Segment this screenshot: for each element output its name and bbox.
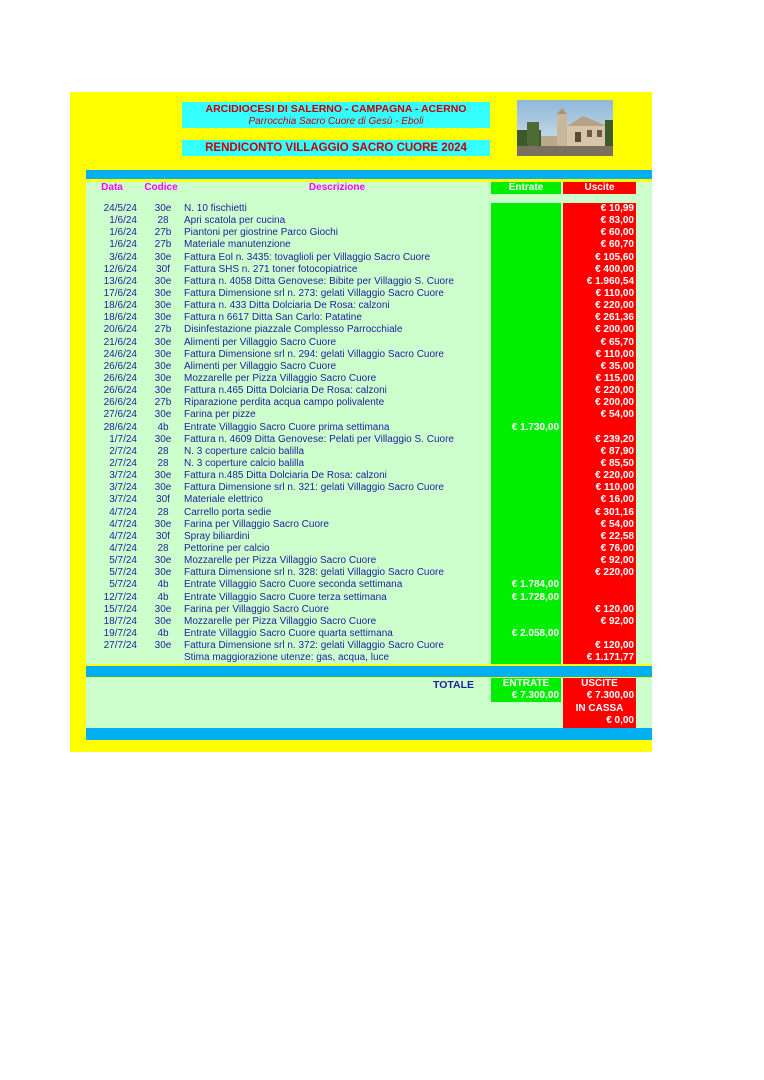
- cell-codice: 30e: [154, 482, 172, 494]
- cell-data: 4/7/24: [109, 530, 137, 542]
- cell-uscite: € 54,00: [563, 409, 636, 421]
- cell-entrate: [491, 361, 561, 373]
- cell-data: 1/6/24: [109, 215, 137, 227]
- uscite-total-box: [563, 678, 636, 728]
- separator-band-top: [86, 170, 652, 179]
- cell-uscite: € 60,70: [563, 239, 636, 251]
- cell-descrizione: Mozzarelle per Pizza Villaggio Sacro Cuore: [184, 615, 377, 627]
- cell-descrizione: Mozzarelle per Pizza Villaggio Sacro Cuore: [184, 555, 377, 567]
- cell-codice: 30f: [156, 494, 170, 506]
- cell-descrizione: Materiale manutenzione: [184, 239, 291, 251]
- table-row: [86, 324, 652, 336]
- cell-entrate: [491, 543, 561, 555]
- cell-descrizione: N. 3 coperture calcio balilla: [184, 445, 305, 457]
- cell-uscite: € 200,00: [563, 397, 636, 409]
- cell-data: 27/7/24: [103, 640, 137, 652]
- table-row: [86, 482, 652, 494]
- cell-descrizione: Fattura Dimensione srl n. 372: gelati Villaggio Sacro Cuore: [184, 640, 444, 652]
- table-row: [86, 519, 652, 531]
- cell-uscite: € 76,00: [563, 543, 636, 555]
- diocese-name: ARCIDIOCESI DI SALERNO - CAMPAGNA - ACERNO: [205, 103, 467, 115]
- header-data: Data: [101, 182, 123, 193]
- cell-codice: 30e: [154, 360, 172, 372]
- uscite-total-label: USCITE: [581, 678, 618, 689]
- cell-entrate: [491, 276, 561, 288]
- cell-descrizione: Fattura SHS n. 271 toner fotocopiatrice: [184, 263, 358, 275]
- column-header-row: [86, 182, 652, 194]
- table-row: [86, 592, 652, 604]
- transactions-table: [86, 194, 652, 664]
- cell-uscite: € 10,99: [563, 203, 636, 215]
- separator-band-bottom: [86, 728, 652, 740]
- cell-codice: 30e: [154, 615, 172, 627]
- cell-data: 5/7/24: [109, 579, 137, 591]
- cell-entrate: € 1.728,00: [491, 592, 561, 604]
- cell-codice: 30e: [154, 603, 172, 615]
- cell-descrizione: Riparazione perdita acqua campo polivalente: [184, 397, 385, 409]
- entrate-total-box: [491, 678, 561, 702]
- table-row: [86, 409, 652, 421]
- header-box: [182, 102, 490, 128]
- cell-codice: 30e: [154, 336, 172, 348]
- cell-entrate: [491, 227, 561, 239]
- table-row: [86, 276, 652, 288]
- cell-uscite: € 85,50: [563, 458, 636, 470]
- table-row: [86, 300, 652, 312]
- cell-descrizione: N. 10 fischietti: [184, 203, 247, 214]
- cell-entrate: [491, 324, 561, 336]
- cell-codice: 28: [157, 506, 169, 518]
- cell-entrate: [491, 519, 561, 531]
- cell-uscite: € 87,90: [563, 446, 636, 458]
- cell-descrizione: Farina per Villaggio Sacro Cuore: [184, 603, 329, 615]
- cell-uscite: € 110,00: [563, 482, 636, 494]
- cell-entrate: [491, 349, 561, 361]
- cell-codice: 30e: [154, 372, 172, 384]
- cell-codice: 30e: [154, 433, 172, 445]
- table-row: [86, 361, 652, 373]
- cell-entrate: [491, 337, 561, 349]
- cell-data: 3/6/24: [109, 251, 137, 263]
- cell-uscite: € 220,00: [563, 300, 636, 312]
- cell-data: 21/6/24: [103, 336, 137, 348]
- cell-data: 15/7/24: [103, 603, 137, 615]
- cell-descrizione: Alimenti per Villaggio Sacro Cuore: [184, 336, 337, 348]
- cell-data: 1/7/24: [109, 433, 137, 445]
- cell-entrate: [491, 203, 561, 215]
- entrate-total-label: ENTRATE: [502, 678, 550, 689]
- cell-uscite: € 220,00: [563, 470, 636, 482]
- cell-descrizione: Farina per Villaggio Sacro Cuore: [184, 518, 329, 530]
- cell-entrate: € 1.730,00: [491, 422, 561, 434]
- cell-codice: 27b: [154, 239, 172, 251]
- cell-entrate: [491, 300, 561, 312]
- cell-entrate: [491, 652, 561, 664]
- cell-codice: 30e: [154, 409, 172, 421]
- cell-entrate: [491, 397, 561, 409]
- cell-codice: 30e: [154, 567, 172, 579]
- table-row: [86, 616, 652, 628]
- cell-codice: 30e: [154, 470, 172, 482]
- cell-entrate: [491, 434, 561, 446]
- cell-uscite: [563, 628, 636, 640]
- header-uscite: Uscite: [563, 182, 636, 194]
- cell-descrizione: Apri scatola per cucina: [184, 215, 286, 227]
- cell-descrizione: Mozzarelle per Pizza Villaggio Sacro Cuore: [184, 372, 377, 384]
- cell-uscite: [563, 422, 636, 434]
- cell-uscite: € 120,00: [563, 604, 636, 616]
- in-cassa-value: € 0,00: [606, 715, 634, 726]
- cell-entrate: [491, 616, 561, 628]
- parish-name: Parrocchia Sacro Cuore di Gesù - Eboli: [248, 116, 424, 127]
- cell-uscite: € 22,58: [563, 531, 636, 543]
- table-row: [86, 385, 652, 397]
- cell-data: 3/7/24: [109, 494, 137, 506]
- cell-entrate: [491, 604, 561, 616]
- cell-descrizione: Carrello porta sedie: [184, 506, 272, 518]
- totals-section: [86, 678, 652, 728]
- cell-data: 5/7/24: [109, 555, 137, 567]
- cell-descrizione: Fattura Eol n. 3435: tovaglioli per Villaggio Sacro Cuore: [184, 251, 431, 263]
- cell-entrate: [491, 640, 561, 652]
- cell-uscite: € 110,00: [563, 288, 636, 300]
- cell-uscite: € 1.960,54: [563, 276, 636, 288]
- cell-data: 12/6/24: [103, 263, 137, 275]
- table-row: [86, 227, 652, 239]
- cell-data: 5/7/24: [109, 567, 137, 579]
- cell-entrate: [491, 567, 561, 579]
- cell-entrate: [491, 482, 561, 494]
- cell-entrate: [491, 555, 561, 567]
- cell-uscite: € 200,00: [563, 324, 636, 336]
- cell-descrizione: Entrate Villaggio Sacro Cuore quarta settimana: [184, 627, 393, 639]
- cell-uscite: € 105,60: [563, 252, 636, 264]
- cell-codice: 28: [157, 542, 169, 554]
- cell-data: 18/7/24: [103, 615, 137, 627]
- cell-descrizione: Piantoni per giostrine Parco Giochi: [184, 227, 338, 239]
- cell-uscite: € 92,00: [563, 616, 636, 628]
- table-row: [86, 494, 652, 506]
- header-descrizione: Descrizione: [308, 182, 366, 193]
- cell-data: 18/6/24: [103, 300, 137, 312]
- cell-uscite: € 83,00: [563, 215, 636, 227]
- cell-uscite: € 301,16: [563, 507, 636, 519]
- cell-data: 4/7/24: [109, 518, 137, 530]
- cell-codice: 28: [157, 457, 169, 469]
- table-row: [86, 337, 652, 349]
- cell-entrate: [491, 385, 561, 397]
- table-row: [86, 628, 652, 640]
- cell-uscite: € 65,70: [563, 337, 636, 349]
- cell-codice: [143, 652, 183, 664]
- cell-descrizione: Stima maggiorazione utenze: gas, acqua, luce: [184, 652, 390, 664]
- table-row: [86, 555, 652, 567]
- cell-data: 24/6/24: [103, 348, 137, 360]
- cell-uscite: € 120,00: [563, 640, 636, 652]
- table-row: [86, 288, 652, 300]
- header-codice: Codice: [144, 182, 178, 193]
- cell-uscite: € 16,00: [563, 494, 636, 506]
- cell-uscite: € 1.171,77: [563, 652, 636, 664]
- cell-codice: 28: [157, 445, 169, 457]
- cell-data: 18/6/24: [103, 312, 137, 324]
- cell-data: 24/5/24: [103, 203, 137, 214]
- cell-descrizione: Fattura Dimensione srl n. 294: gelati Villaggio Sacro Cuore: [184, 348, 444, 360]
- cell-descrizione: Entrate Villaggio Sacro Cuore terza settimana: [184, 591, 387, 603]
- church-photo: [517, 100, 613, 156]
- report-title: RENDICONTO VILLAGGIO SACRO CUORE 2024: [182, 140, 490, 156]
- cell-entrate: € 2.058,00: [491, 628, 561, 640]
- cell-codice: 30e: [154, 287, 172, 299]
- cell-data: 12/7/24: [103, 591, 137, 603]
- cell-uscite: € 92,00: [563, 555, 636, 567]
- cell-uscite: € 400,00: [563, 264, 636, 276]
- cell-entrate: [491, 215, 561, 227]
- cell-codice: 4b: [157, 627, 169, 639]
- cell-uscite: € 239,20: [563, 434, 636, 446]
- cell-uscite: € 261,36: [563, 312, 636, 324]
- cell-data: [86, 652, 137, 664]
- table-row: [86, 312, 652, 324]
- cell-codice: 30f: [156, 530, 170, 542]
- cell-codice: 30f: [156, 263, 170, 275]
- cell-descrizione: Materiale elettrico: [184, 494, 263, 506]
- cell-uscite: € 220,00: [563, 567, 636, 579]
- cell-entrate: [491, 264, 561, 276]
- cell-codice: 27b: [154, 227, 172, 239]
- cell-descrizione: Entrate Villaggio Sacro Cuore prima settimana: [184, 421, 390, 433]
- cell-data: 17/6/24: [103, 287, 137, 299]
- cell-codice: 30e: [154, 555, 172, 567]
- cell-data: 26/6/24: [103, 360, 137, 372]
- cell-codice: 27b: [154, 397, 172, 409]
- cell-descrizione: Disinfestazione piazzale Complesso Parrocchiale: [184, 324, 403, 336]
- table-row: [86, 507, 652, 519]
- cell-data: 19/7/24: [103, 627, 137, 639]
- cell-uscite: [563, 592, 636, 604]
- cell-descrizione: Fattura n.465 Ditta Dolciaria De Rosa: calzoni: [184, 385, 387, 397]
- cell-entrate: [491, 494, 561, 506]
- cell-codice: 28: [157, 215, 169, 227]
- separator-band-mid: [86, 666, 652, 677]
- cell-uscite: € 35,00: [563, 361, 636, 373]
- cell-data: 20/6/24: [103, 324, 137, 336]
- table-row: [86, 640, 652, 652]
- cell-data: 3/7/24: [109, 470, 137, 482]
- cell-data: 1/6/24: [109, 227, 137, 239]
- cell-uscite: € 60,00: [563, 227, 636, 239]
- cell-entrate: [491, 446, 561, 458]
- cell-codice: 30e: [154, 312, 172, 324]
- cell-codice: 30e: [154, 300, 172, 312]
- cell-data: 2/7/24: [109, 445, 137, 457]
- table-row: [86, 446, 652, 458]
- cell-descrizione: Fattura Dimensione srl n. 273: gelati Villaggio Sacro Cuore: [184, 287, 444, 299]
- table-row: [86, 434, 652, 446]
- cell-descrizione: N. 3 coperture calcio balilla: [184, 457, 305, 469]
- cell-codice: 30e: [154, 640, 172, 652]
- table-row: [86, 422, 652, 434]
- table-row: [86, 239, 652, 251]
- cell-uscite: € 220,00: [563, 385, 636, 397]
- cell-codice: 30e: [154, 518, 172, 530]
- table-row: [86, 264, 652, 276]
- cell-descrizione: Fattura n. 433 Ditta Dolciaria De Rosa: calzoni: [184, 300, 390, 312]
- table-row: [86, 543, 652, 555]
- cell-entrate: [491, 531, 561, 543]
- report-sheet: [70, 92, 652, 752]
- cell-codice: 30e: [154, 385, 172, 397]
- cell-data: 4/7/24: [109, 542, 137, 554]
- table-row: [86, 579, 652, 591]
- table-row: [86, 652, 652, 664]
- cell-codice: 4b: [157, 591, 169, 603]
- cell-descrizione: Fattura n.485 Ditta Dolciaria De Rosa: calzoni: [184, 470, 387, 482]
- table-row: [86, 215, 652, 227]
- cell-entrate: [491, 507, 561, 519]
- cell-descrizione: Fattura n. 4058 Ditta Genovese: Bibite per Villaggio S. Cuore: [184, 275, 454, 287]
- cell-codice: 30e: [154, 348, 172, 360]
- table-row: [86, 604, 652, 616]
- cell-data: 26/6/24: [103, 372, 137, 384]
- cell-entrate: [491, 458, 561, 470]
- table-body: [86, 203, 652, 664]
- cell-codice: 30e: [154, 275, 172, 287]
- cell-data: 26/6/24: [103, 397, 137, 409]
- cell-data: 13/6/24: [103, 275, 137, 287]
- cell-descrizione: Fattura Dimensione srl n. 321: gelati Villaggio Sacro Cuore: [184, 482, 444, 494]
- table-row: [86, 567, 652, 579]
- cell-descrizione: Fattura n. 4609 Ditta Genovese: Pelati per Villaggio S. Cuore: [184, 433, 454, 445]
- cell-descrizione: Alimenti per Villaggio Sacro Cuore: [184, 360, 337, 372]
- cell-codice: 27b: [154, 324, 172, 336]
- in-cassa-label: IN CASSA: [575, 703, 624, 714]
- table-row: [86, 531, 652, 543]
- entrate-total-value: € 7.300,00: [511, 690, 559, 701]
- cell-descrizione: Fattura Dimensione srl n. 328: gelati Villaggio Sacro Cuore: [184, 567, 444, 579]
- cell-descrizione: Farina per pizze: [184, 409, 256, 421]
- cell-entrate: [491, 409, 561, 421]
- table-row: [86, 470, 652, 482]
- table-row: [86, 373, 652, 385]
- cell-data: 28/6/24: [103, 421, 137, 433]
- uscite-total-value: € 7.300,00: [586, 690, 634, 701]
- cell-codice: 4b: [157, 579, 169, 591]
- cell-uscite: € 110,00: [563, 349, 636, 361]
- cell-entrate: [491, 312, 561, 324]
- header-entrate: Entrate: [491, 182, 561, 194]
- table-row: [86, 203, 652, 215]
- table-row: [86, 349, 652, 361]
- cell-uscite: € 54,00: [563, 519, 636, 531]
- cell-data: 2/7/24: [109, 457, 137, 469]
- table-row: [86, 458, 652, 470]
- cell-codice: 4b: [157, 421, 169, 433]
- cell-data: 3/7/24: [109, 482, 137, 494]
- cell-descrizione: Entrate Villaggio Sacro Cuore seconda settimana: [184, 579, 403, 591]
- table-row: [86, 397, 652, 409]
- cell-data: 4/7/24: [109, 506, 137, 518]
- cell-descrizione: Spray biliardini: [184, 530, 250, 542]
- cell-entrate: [491, 288, 561, 300]
- cell-entrate: [491, 239, 561, 251]
- cell-codice: 30e: [154, 251, 172, 263]
- cell-data: 27/6/24: [103, 409, 137, 421]
- cell-descrizione: Fattura n 6617 Ditta San Carlo: Patatine: [184, 312, 362, 324]
- cell-uscite: [563, 579, 636, 591]
- cell-entrate: € 1.784,00: [491, 579, 561, 591]
- cell-entrate: [491, 470, 561, 482]
- cell-data: 26/6/24: [103, 385, 137, 397]
- cell-descrizione: Pettorine per calcio: [184, 542, 270, 554]
- cell-codice: 30e: [154, 203, 172, 214]
- cell-uscite: € 115,00: [563, 373, 636, 385]
- cell-data: 1/6/24: [109, 239, 137, 251]
- table-row: [86, 252, 652, 264]
- cell-entrate: [491, 252, 561, 264]
- cell-entrate: [491, 373, 561, 385]
- totale-label: TOTALE: [432, 679, 474, 691]
